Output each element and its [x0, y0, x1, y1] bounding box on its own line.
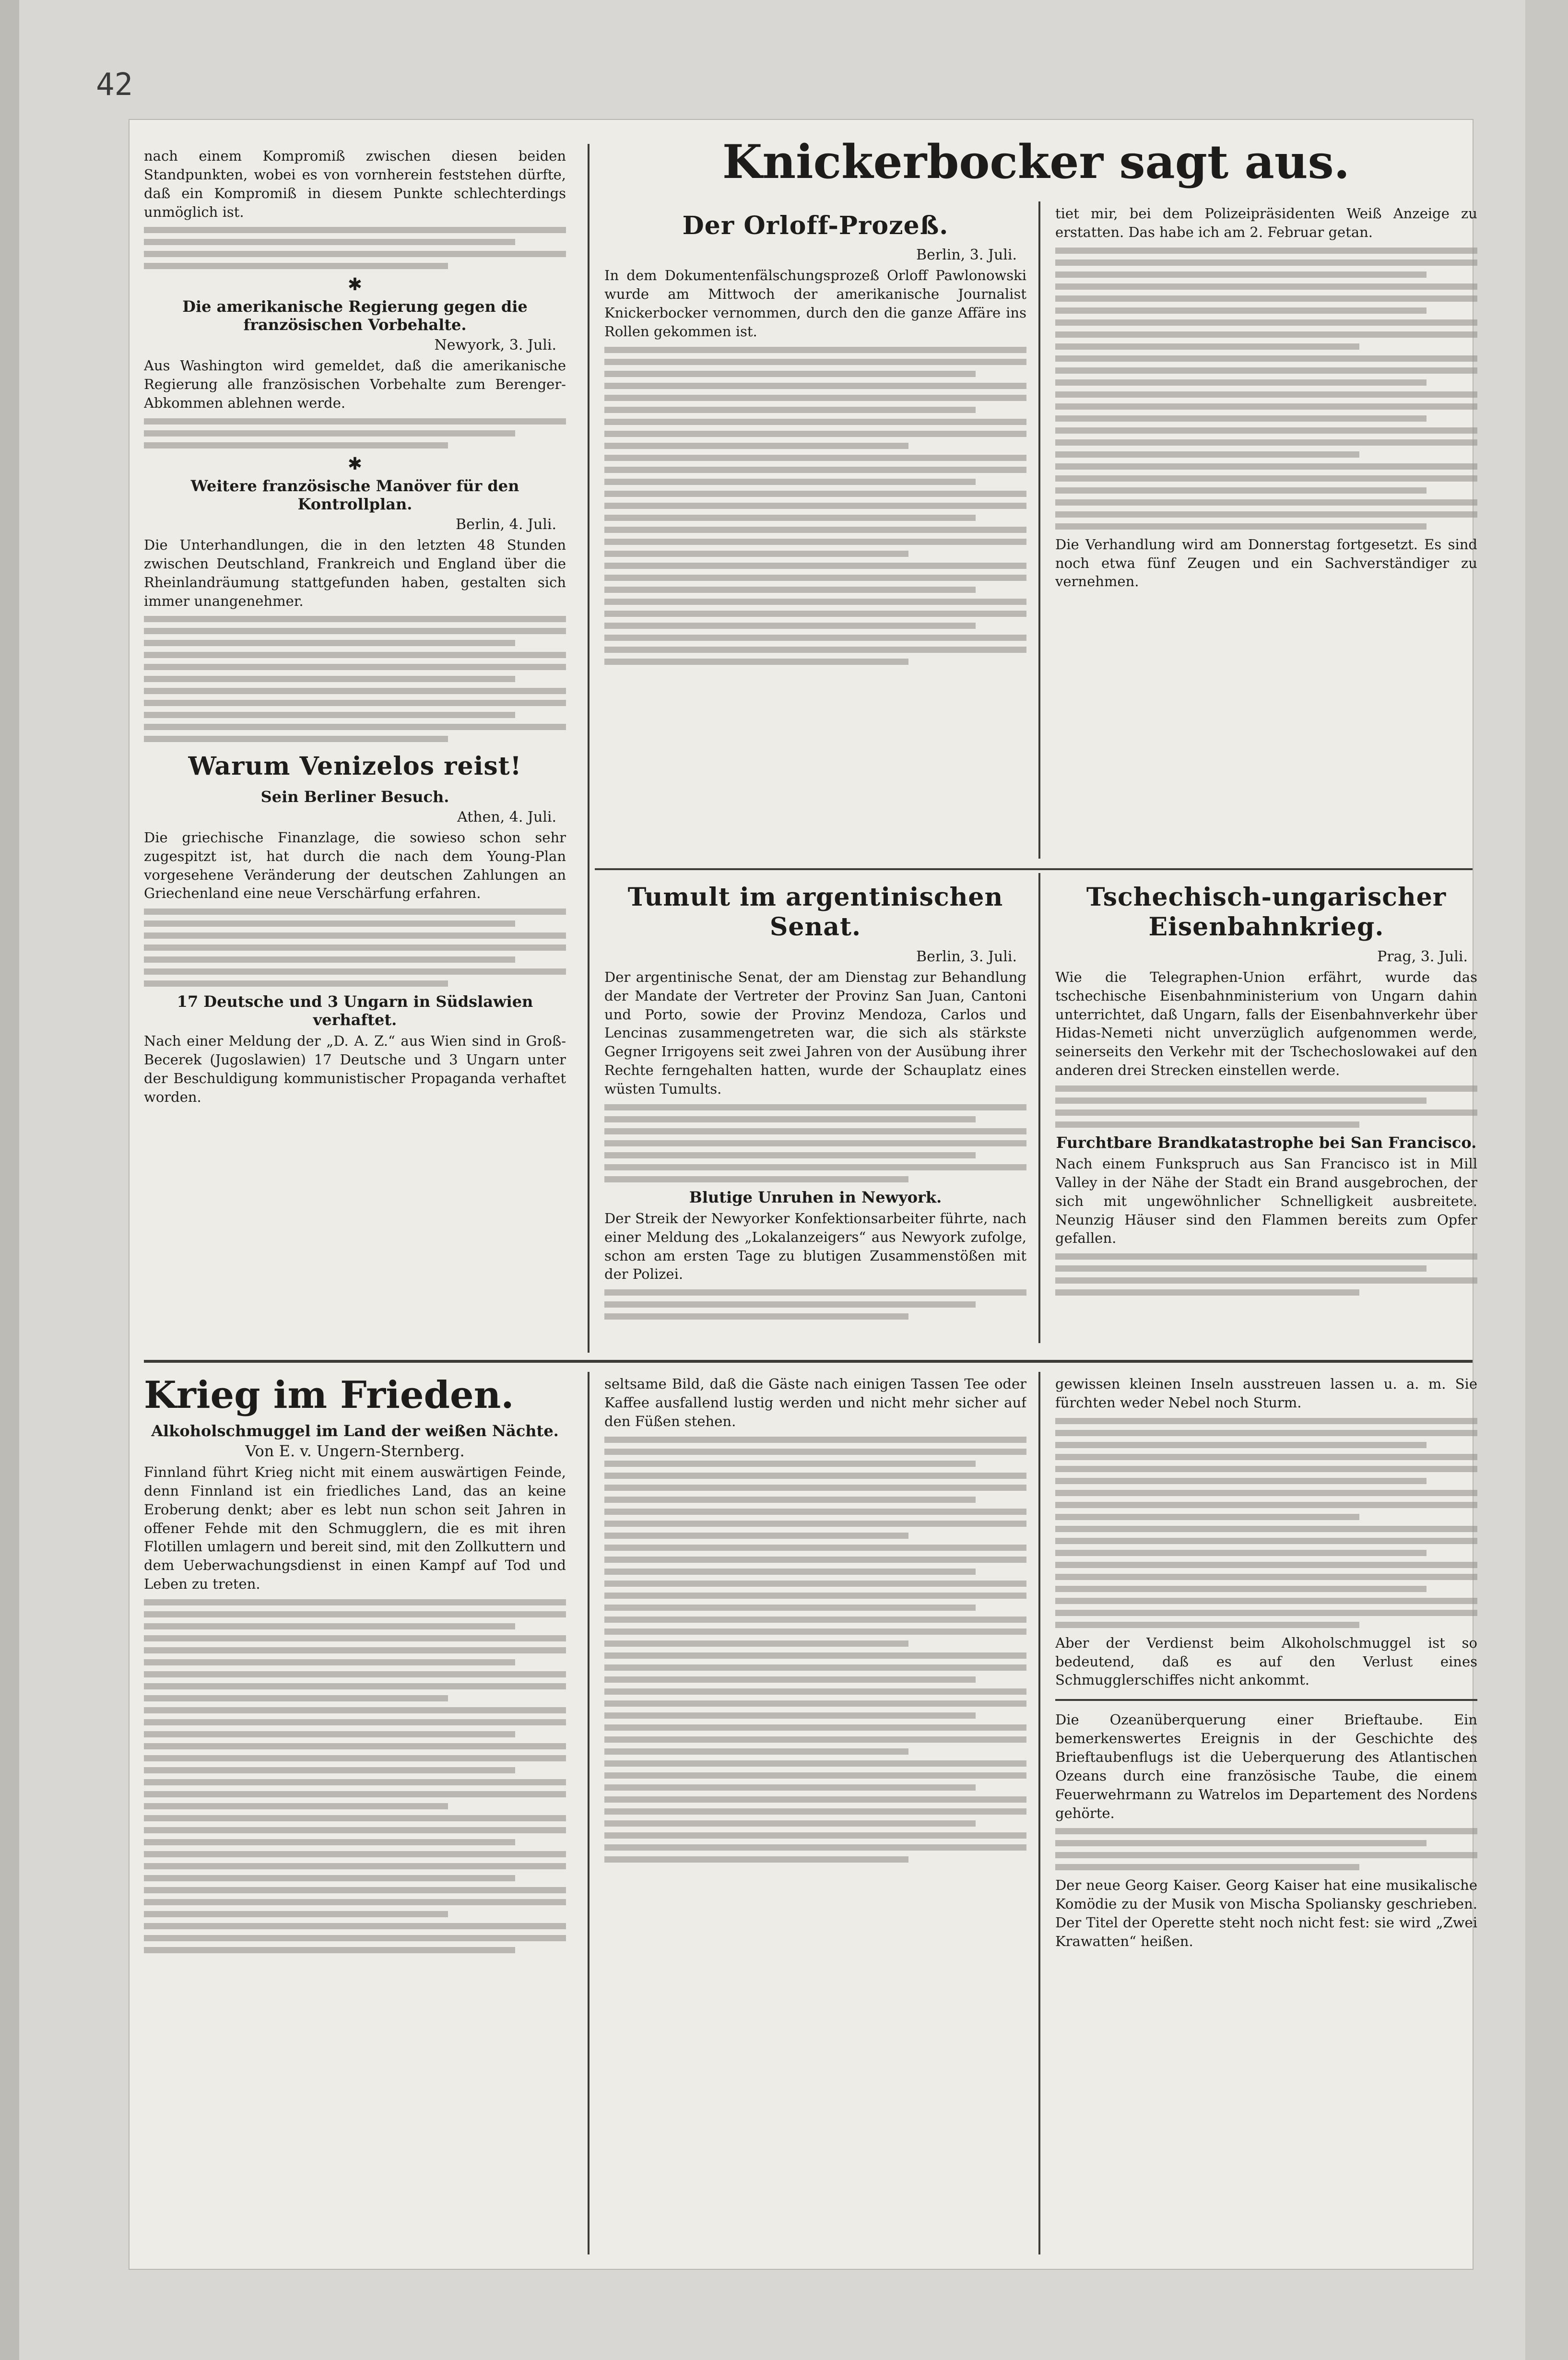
column-divider — [1038, 201, 1040, 859]
separator-asterisk: ✱ — [347, 275, 363, 295]
subheadline: Alkoholschmuggel im Land der weißen Nächte. — [151, 1422, 559, 1440]
byline: Von E. v. Ungern-Sternberg. — [245, 1442, 465, 1460]
separator-asterisk: ✱ — [347, 454, 363, 474]
section-title: Furchtbare Brandkatastrophe bei San Francisco. — [1056, 1133, 1477, 1152]
article-lead: Der argentinische Senat, der am Dienstag zur Behandlung der Mandate der Vertreter der Provinz San Juan, Cantoni und Porto, sowie der Provinz Mendoza, Carlos und Lencinas zusammengetreten war, die sich als stärkste Gegner Irrigoyens seit zwei Jahren von der Ausübung ihrer Rechte ferngehalten hatten, wurde der Schauplatz eines wüsten Tumults. — [604, 968, 1026, 1097]
article-lead: tiet mir, bei dem Polizeipräsidenten Weiß Anzeige zu erstatten. Das habe ich am 2. Februar getan. — [1055, 205, 1477, 240]
column-divider — [588, 144, 589, 1353]
column-eisenbahn — [1055, 873, 1477, 1343]
article-closing: Die Verhandlung wird am Donnerstag fortgesetzt. Es sind noch etwa fünf Zeugen und ein Sachverständiger zu vernehmen. — [1055, 536, 1477, 590]
article-lead: gewissen kleinen Inseln ausstreuen lassen u. a. m. Sie fürchten weder Nebel noch Sturm. — [1055, 1376, 1477, 1411]
column-knickerbocker-right — [1055, 201, 1477, 859]
article-lead: Die Unterhandlungen, die in den letzten 48 Stunden zwischen Deutschland, Frankreich und England über die Rheinlandräumung stattgefunden haben, gestalten sich immer unangenehmer. — [144, 537, 566, 609]
article-lead: Die griechische Finanzlage, die sowieso schon sehr zugespitzt ist, hat durch die nach dem Young-Plan vorgesehene Veränderung der deutschen Zahlungen an Griechenland eine neue Verschärfung erfahren. — [144, 829, 566, 902]
horizontal-divider — [595, 868, 1473, 870]
headline-orloff: Der Orloff-Prozeß. — [682, 211, 949, 240]
article-closing: Aber der Verdienst beim Alkoholschmuggel ist so bedeutend, daß es auf den Verlust eines Schmugglerschiffes nicht ankommt. — [1055, 1634, 1477, 1688]
column-orloff — [604, 201, 1026, 859]
dateline: Prag, 3. Juli. — [1377, 948, 1468, 965]
article-lead: Aus Washington wird gemeldet, daß die amerikanische Regierung alle französischen Vorbehalte zum Berenger-Abkommen ablehnen werde. — [144, 357, 566, 412]
book-binding — [0, 0, 19, 2360]
column-divider — [588, 1372, 589, 2254]
headline-krieg-im-frieden: Krieg im Frieden. — [144, 1373, 514, 1417]
article-lead: Finnland führt Krieg nicht mit einem auswärtigen Feinde, denn Finnland ist ein friedliches Land, das an keine Eroberung denkt; aber es lebt nun schon seit Jahren in offener Fehde mit den Schmugglern, die es mit ihren Flotillen umlagern und bereit sind, mit den Zollkuttern und dem Ueberwachungsdienst in einen Kampf auf Tod und Leben zu treten. — [144, 1464, 566, 1593]
column-divider — [1038, 873, 1040, 1343]
horizontal-divider — [144, 1360, 1473, 1363]
column-krieg-2 — [604, 1372, 1026, 2254]
kaiser-note: Der neue Georg Kaiser. Georg Kaiser hat eine musikalische Komödie zu der Musik von Mischa Spoliansky geschrieben. Der Titel der Operette steht noch nicht fest: sie wird „Zwei Krawatten“ heißen. — [1055, 1877, 1477, 1950]
dateline: Berlin, 3. Juli. — [916, 247, 1017, 264]
article-lead: In dem Dokumentenfälschungsprozeß Orloff Pawlonowski wurde am Mittwoch der amerikanische Journalist Knickerbocker vernommen, durch den die ganze Affäre ins Rollen gekommen ist. — [604, 267, 1026, 340]
headline-eisenbahnkrieg: Tschechisch-ungarischer Eisenbahnkrieg. — [1086, 883, 1447, 942]
dateline: Athen, 4. Juli. — [457, 808, 556, 826]
section-title: Blutige Unruhen in Newyork. — [689, 1188, 942, 1206]
headline-knickerbocker: Knickerbocker sagt aus. — [722, 135, 1350, 189]
article-lead: Nach einem Funkspruch aus San Francisco ist in Mill Valley in der Nähe der Stadt ein Brand ausgebrochen, der sich mit ungewöhnlicher Schnelligkeit ausbreitete. Neunzig Häuser sind den Flammen bereits zum Opfer gefallen. — [1055, 1155, 1477, 1247]
section-title: Die amerikanische Regierung gegen die französischen Vorbehalte. — [182, 297, 528, 334]
subheadline: Sein Berliner Besuch. — [260, 787, 449, 806]
horizontal-divider — [1055, 1699, 1477, 1701]
headline-venizelos: Warum Venizelos reist! — [188, 752, 522, 781]
page-edge — [1525, 0, 1568, 2360]
dateline: Newyork, 3. Juli. — [434, 337, 556, 354]
column-left — [144, 144, 566, 1310]
page-number: 42 — [96, 67, 133, 103]
brieftaube-lead: Die Ozeanüberquerung einer Brieftaube. Ein bemerkenswertes Ereignis in der Geschichte des Brieftaubenflugs ist die Ueberquerung des Atlantischen Ozeans durch eine französische Taube, die einem Feuerwehrmann zu Watrelos im Departement des Nordens gehörte. — [1055, 1711, 1477, 1821]
column-left-intro: nach einem Kompromiß zwischen diesen beiden Standpunkten, wobei es von vornherein feststehen dürfte, daß ein Kompromiß in diesem Punkte schlechterdings unmöglich ist. — [144, 148, 566, 220]
dateline: Berlin, 3. Juli. — [916, 948, 1017, 965]
column-krieg-3 — [1055, 1372, 1477, 2254]
article-lead: Nach einer Meldung der „D. A. Z.“ aus Wien sind in Groß-Becerek (Jugoslawien) 17 Deutsche und 3 Ungarn unter der Beschuldigung kommunistischer Propaganda verhaftet worden. — [144, 1033, 566, 1105]
column-argentinien — [604, 873, 1026, 1343]
article-lead: Der Streik der Newyorker Konfektionsarbeiter führte, nach einer Meldung des „Lokalanzeigers“ aus Newyork zufolge, schon am ersten Tage zu blutigen Zusammenstößen mit der Polizei. — [604, 1210, 1026, 1283]
article-lead: seltsame Bild, daß die Gäste nach einigen Tassen Tee oder Kaffee ausfallend lustig werden und nicht mehr sicher auf den Füßen stehen. — [604, 1376, 1026, 1429]
dateline: Berlin, 4. Juli. — [456, 516, 556, 533]
column-divider — [1038, 1372, 1040, 2254]
headline-block — [604, 134, 1468, 201]
section-title: 17 Deutsche und 3 Ungarn in Südslawien verhaftet. — [177, 992, 533, 1029]
column-krieg-1 — [144, 1372, 566, 2254]
section-title: Weitere französische Manöver für den Kontrollplan. — [190, 477, 519, 514]
article-lead: Wie die Telegraphen-Union erfährt, wurde das tschechische Eisenbahnministerium von Ungarn dahin unterrichtet, daß Ungarn, falls der Eisenbahnverkehr über Hidas-Nemeti nicht unverzüglich aufgenommen werde, seinerseits den Verkehr mit der Tschechoslowakei auf den anderen drei Strecken einstellen werde. — [1055, 968, 1477, 1079]
headline-argentinien: Tumult im argentinischen Senat. — [627, 883, 1003, 942]
